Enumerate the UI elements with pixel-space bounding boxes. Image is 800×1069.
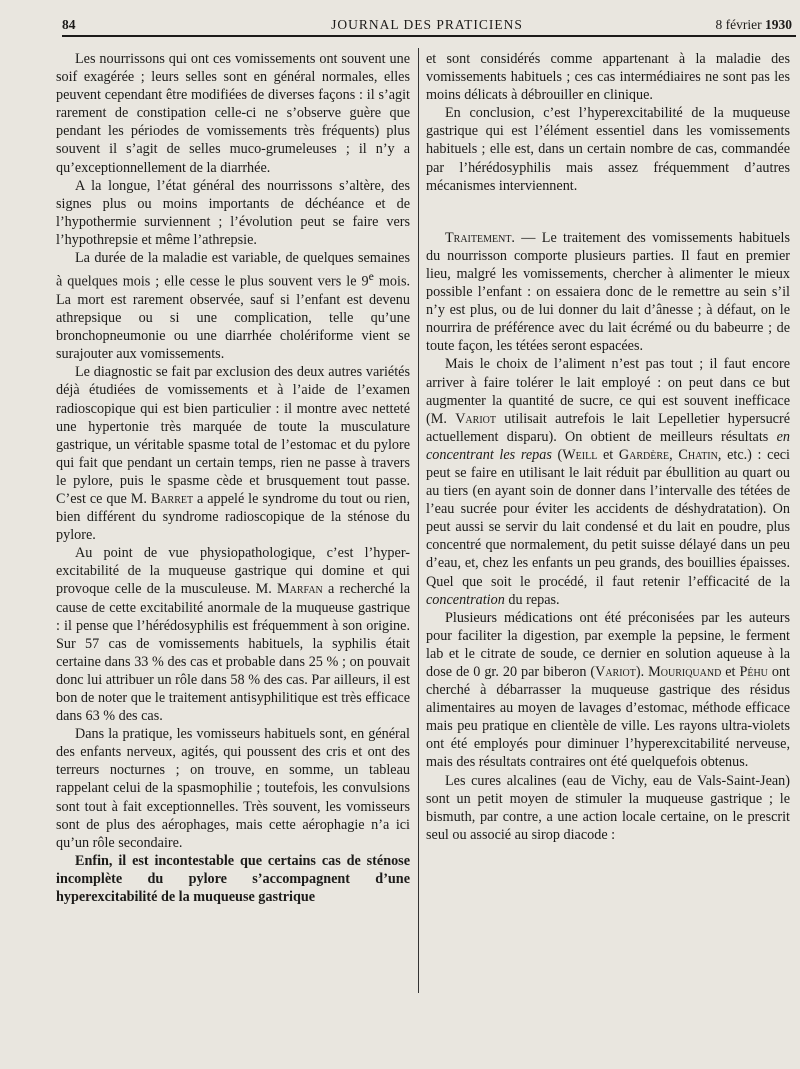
author-gardere: Gardère: [618, 446, 670, 463]
duration-text-b: mois. La mort est rarement observée, sauf si l’enfant est devenu athrepsique ou si une complication, telle qu’une bronchopneumonie ou une diarrhée cholériforme vient se surajouter aux vomissements.: [56, 273, 411, 363]
med-text-d: ont cherché à débarrasser la muqueuse gastrique des résidus alimentaires au moyen de lavages d’estomac, méthode efficace mais peu pratique en clientèle de ville. Les rayons ultra-violets ont été employés pour diminuer l’hyperexcitabilité nerveuse, mais des résultats contraires ont été quelquefois obtenus.: [426, 664, 790, 771]
author-variot: Variot: [455, 410, 496, 427]
author-barret: Barret: [150, 490, 194, 507]
author-marfan: Marfan: [277, 581, 323, 598]
column-divider: [418, 48, 419, 993]
diagnosis-text-a: Le diagnostic se fait par exclusion des deux autres variétés déjà étudiées de vomissements et à l’aide de l’examen radioscopique qui est bien particulier : il montre avec netteté une hypertonie très marquée de toute la musculature gastrique, un véritable spasme total de l’estomac et du pylore qui fait que pendant un certain temps, rien ne passe à travers le pylore, puis le spasme cède et brusquement tout passe. C’est ce que M.: [56, 364, 410, 507]
paragraph-medications: [426, 609, 790, 772]
paragraph-continuation: et sont considérés comme appartenant à la maladie des vomissements habituels ; ces cas intermédiaires ne sont pas les moins délicats à débrouiller en clinique.: [426, 51, 790, 104]
paragraph-conclusion: En conclusion, c’est l’hyperexcitabilité de la muqueuse gastrique qui est l’élément essentiel dans les vomissements habituels ; elle est, dans un certain nombre de cas, commandée par l’hérédosyphilis mais assez fréquemment d’autres mécanismes interviennent.: [426, 105, 790, 194]
physio-text-a: Au point de vue physiopathologique, c’est l’hyper-excitabilité de la muqueuse gastrique qui domine et qui provoque celle de la musculeuse. M.: [56, 545, 410, 598]
physio-text-b: a recherché la cause de cette excitabilité anormale de la muqueuse gastrique : il pense que l’hérédosyphilis est fréquemment à son origine. Sur 57 cas de vomissements habituels, la syphilis était certaine dans 33 % des cas et probable dans 25 % ; on pouvait donc lui attribuer un rôle dans 58 % des cas. Par ailleurs, il est bon de noter que le traitement antisyphilitique est très efficace dans 63 % des cas.: [56, 581, 410, 725]
treatment-text: — Le traitement des vomissements habituels du nourrisson comporte plusieurs parties. Il faut en premier lieu, malgré les vomissements, chercher à alimenter le mieux possible l’enfant : on essaiera donc de le remettre au sein s’il n’y est plus, ou de lui donner du lait d’ânesse ; à défaut, on le nourrira de préférence avec du lait écrémé ou du babeurre ; de toute façon, les tétées seront espacées.: [426, 229, 790, 355]
right-column: [426, 50, 790, 844]
milk-text-a: Mais le choix de l’aliment n’est pas tout ; il faut encore arriver à faire tolérer le lait employé : on peut dans ce but augmenter la quantité de sucre, ce qui est souvent inefficace (M.: [426, 356, 790, 427]
paragraph-thirst-stools: Les nourrissons qui ont ces vomissements ont souvent une soif exagérée ; leurs selles sont en général normales, elles peuvent cependant être modifiées de diverses façons : il s’agit rarement de constipation celle-ci ne s’observe guère que pendant les périodes de vomissements très fréquents) plus souvent il s’agit de selles muco-grumeleuses ; il n’y a qu’exceptionnellement de la diarrhée.: [56, 51, 410, 176]
duration-text-a: La durée de la maladie est variable, de quelques semaines à quelques mois ; elle cesse le plus souvent vers le 9: [56, 250, 410, 290]
emphasis-concentrant: en concentrant les repas: [426, 428, 790, 463]
milk-text-e: ,: [669, 446, 679, 463]
paragraph-duration: [56, 249, 410, 363]
paragraph-treatment: [426, 229, 790, 356]
milk-text-f: , etc.) : ceci peut se faire en utilisant le lait réduit par ébullition au quart ou au tiers (en ayant soin de donner dans l’intervalle des tétées de l’eau sucrée pour éviter les accidents de déshydratation). On peut aussi se servir du lait condensé et du lait en poudre, plus concentré que normalement, du petit suisse délayé dans un peu d’eau, et, chez les enfants un peu grands, des bouillies épaisses. Quel que soit le procédé, il faut retenir l’efficacité de la: [426, 446, 790, 590]
paragraph-physiopathology: [56, 544, 410, 725]
ordinal-superscript: e: [368, 269, 374, 284]
milk-text-g: du repas.: [504, 591, 560, 608]
author-weill: Weill: [562, 446, 598, 463]
paragraph-practice: Dans la pratique, les vomisseurs habituels sont, en général des enfants nerveux, agités, qui poussent des cris et ont des terreurs nocturnes ; on trouve, en somme, un tableau rappelant celui de la spasmophilie ; toutefois, les convulsions sont tout à fait exceptionnelles. Très souvent, les vomisseurs sont de plus des aérophages, mais cette aérophagie n’a ici qu’un rôle secondaire.: [56, 726, 410, 851]
issue-date-day-month: 8 février: [715, 17, 762, 32]
milk-text-b: utilisait autrefois le lait Lepelletier hypersucré actuellement disparu). On obtient de meilleurs résultats: [426, 410, 790, 445]
issue-date: [716, 17, 792, 33]
paragraph-stenosis: Enfin, il est incontestable que certains cas de sténose incomplète du pylore s’accompagnent d’une hyperexcitabilité de la muqueuse gastrique: [56, 852, 410, 906]
med-text-c: et: [721, 664, 740, 680]
issue-date-year: 1930: [765, 17, 792, 32]
header-rule: [62, 35, 796, 37]
emphasis-concentration: concentration: [426, 591, 505, 608]
page-header: [62, 14, 792, 36]
paragraph-alkaline-cures: Les cures alcalines (eau de Vichy, eau de Vals-Saint-Jean) sont un petit moyen de stimuler la muqueuse gastrique ; le bismuth, par contre, a une action locale certaine, on le prescrit seul ou associé au sirop diacode :: [426, 772, 790, 843]
section-heading-traitement: Traitement.: [445, 229, 515, 246]
author-mouriquand: Mouriquand: [648, 664, 722, 680]
paragraph-diagnosis: [56, 363, 410, 544]
med-text-b: ).: [635, 664, 649, 680]
author-variot-2: Variot: [595, 664, 636, 680]
med-text-a: Plusieurs médications ont été préconisées par les auteurs pour faciliter la digestion, par exemple la pepsine, le ferment lab et le citrate de soude, ce dernier en solution aqueuse à la dose de 0 gr. 20 par biberon (: [426, 609, 790, 680]
author-chatin: Chatin: [678, 446, 718, 463]
milk-text-c: (: [551, 446, 563, 463]
diagnosis-text-b: a appelé le syndrome du tout ou rien, bien différent du syndrome radioscopique de la sténose du pylore.: [56, 490, 410, 544]
journal-title: JOURNAL DES PRATICIENS: [331, 17, 523, 32]
paragraph-milk-tolerance: [426, 355, 790, 608]
milk-text-d: et: [597, 446, 619, 463]
page-number: 84: [62, 17, 76, 32]
author-pehu: Péhu: [739, 664, 768, 680]
paragraph-general-state: A la longue, l’état général des nourrissons s’altère, des signes plus ou moins importants de déchéance et de l’hypothermie surviennent ; l’évolution peut se faire vers l’hypothrepsie et même l’athrepsie.: [56, 177, 410, 248]
left-column: [56, 50, 410, 906]
